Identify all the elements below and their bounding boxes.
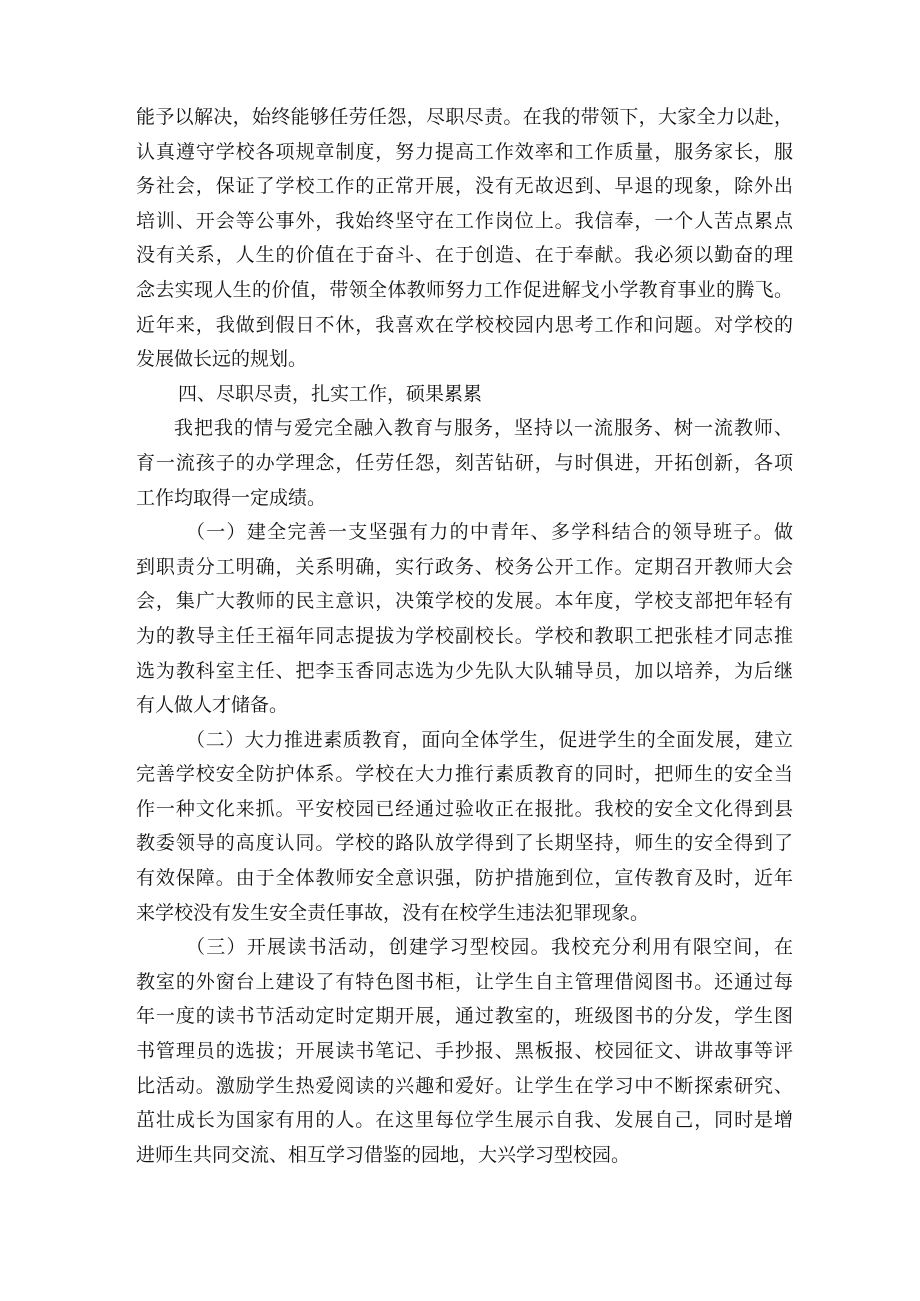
text-line: 务社会，保证了学校工作的正常开展，没有无故迟到、早退的现象，除外出 [136,175,793,198]
text-line: 有人做人才储备。 [136,694,289,717]
text-line: 工作均取得一定成绩。 [136,486,327,509]
text-line: 能予以解决，始终能够任劳任怨，尽职尽责。在我的带领下，大家全力以赴， [136,106,793,128]
text-line: 比活动。激励学生热爱阅读的兴趣和爱好。让学生在学习中不断探索研究、 [136,1074,793,1097]
paragraph-item-2 [136,723,793,931]
text-line: （三）开展读书活动，创建学习型校园。我校充分利用有限空间，在 [186,936,793,959]
text-line: 选为教科室主任、把李玉香同志选为少先队大队辅导员，加以培养，为后继 [136,659,793,682]
text-line: 进师生共同交流、相互学习借鉴的园地，大兴学习型校园。 [136,1143,631,1166]
text-line: 作一种文化来抓。平安校园已经通过验收正在报批。我校的安全文化得到县 [136,797,793,820]
text-line: 年一度的读书节活动定时定期开展，通过教室的，班级图书的分发，学生图 [136,1005,793,1028]
text-line: 教室的外窗台上建设了有特色图书柜，让学生自主管理借阅图书。还通过每 [136,970,793,993]
paragraph-item-3 [136,930,793,1172]
text-line: 为的教导主任王福年同志提拔为学校副校长。学校和教职工把张桂才同志推 [136,624,793,647]
text-line: 书管理员的选拔；开展读书笔记、手抄报、黑板报、校园征文、讲故事等评 [136,1040,793,1063]
text-line: （一）建全完善一支坚强有力的中青年、多学科结合的领导班子。做 [186,521,793,544]
paragraph-work-attitude [136,100,793,377]
text-line: 近年来，我做到假日不休，我喜欢在学校校园内思考工作和问题。对学校的 [136,313,793,336]
text-line: 会，集广大教师的民主意识，决策学校的发展。本年度，学校支部把年轻有 [136,590,793,613]
section-heading-4: 四、尽职尽责，扎实工作，硕果累累 [178,382,483,405]
text-line: （二）大力推进素质教育，面向全体学生，促进学生的全面发展，建立 [186,728,793,751]
text-line: 我把我的情与爱完全融入教育与服务，坚持以一流服务、树一流教师、 [174,417,793,440]
text-line: 念去实现人生的价值，带领全体教师努力工作促进解戈小学教育事业的腾飞。 [136,278,793,301]
text-line: 到职责分工明确，关系明确，实行政务、校务公开工作。定期召开教师大会 [136,555,793,578]
text-line: 完善学校安全防护体系。学校在大力推行素质教育的同时，把师生的安全当 [136,763,793,786]
paragraph-intro [136,411,793,515]
text-line: 来学校没有发生安全责任事故，没有在校学生违法犯罪现象。 [136,901,650,924]
text-line: 培训、开会等公事外，我始终坚守在工作岗位上。我信奉，一个人苦点累点 [136,209,793,232]
document-page [136,100,793,1172]
text-line: 茁壮成长为国家有用的人。在这里每位学生展示自我、发展自己，同时是增 [136,1109,793,1132]
text-line: 教委领导的高度认同。学校的路队放学得到了长期坚持，师生的安全得到了 [136,832,793,855]
text-line: 发展做长远的规划。 [136,348,308,371]
text-line: 没有关系，人生的价值在于奋斗、在于创造、在于奉献。我必须以勤奋的理 [136,244,793,267]
text-line: 认真遵守学校各项规章制度，努力提高工作效率和工作质量，服务家长，服 [136,140,793,163]
text-line: 育一流孩子的办学理念，任劳任怨，刻苦钻研，与时俱进，开拓创新，各项 [136,451,793,474]
text-line: 有效保障。由于全体教师安全意识强，防护措施到位，宣传教育及时，近年 [136,867,793,890]
paragraph-item-1 [136,515,793,723]
